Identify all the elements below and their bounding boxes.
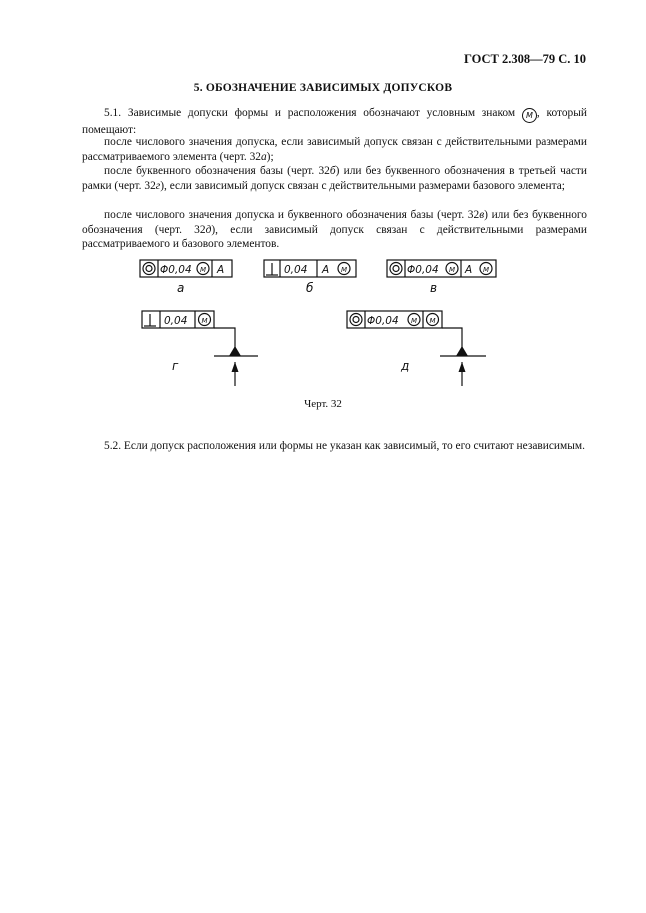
datum-triangle-icon (456, 346, 468, 356)
p51-intro-tail: , который помещают: (82, 107, 587, 136)
document-header: ГОСТ 2.308—79 С. 10 (463, 52, 586, 66)
frame-b-datum: A (322, 264, 330, 276)
m-circle-symbol: M (522, 108, 537, 123)
figure-32 (0, 250, 646, 410)
frame-v-m1: M (449, 266, 456, 274)
paragraph-5-2: 5.2. Если допуск расположения или формы не указан как зависимый, то его считают независимым. (104, 440, 585, 452)
paragraph-item-2 (82, 164, 587, 193)
item3-end: ), если зависимый допуск связан с действительными размерами рассматриваемого и базового элементов. (82, 223, 587, 251)
arrow-up-icon (232, 362, 239, 372)
item2-letter-2: г (155, 179, 161, 192)
frame-g-m: M (201, 317, 208, 325)
frame-a-datum: A (217, 264, 225, 276)
frame-g-label: г (172, 359, 179, 373)
arrow-up-icon (459, 362, 466, 372)
item2-text-b: ) или без буквенного обозначения в третьей части рамки (черт. 32 (82, 165, 588, 192)
frame-v-value: Φ0,04 (407, 264, 439, 276)
paragraph-item-1 (82, 135, 587, 164)
item3-letter-1: в (479, 209, 485, 221)
frame-b-value: 0,04 (284, 264, 308, 276)
frame-b-label: б (306, 281, 314, 295)
frame-a-m: M (200, 266, 207, 274)
frame-d-label: д (401, 359, 410, 373)
item2-end: ), если зависимый допуск связан с действительными размерами базового элемента; (160, 179, 565, 192)
figure-caption: Черт. 32 (304, 398, 342, 410)
frame-v (387, 260, 496, 277)
item3-letter-2: д (205, 223, 212, 236)
frame-g-value: 0,04 (164, 315, 188, 327)
paragraph-item-3 (82, 208, 587, 252)
item1-end: ); (266, 150, 274, 163)
p51-intro: 5.1. Зависимые допуски формы и расположения обозначают условным знаком (104, 107, 516, 119)
section-title: 5. ОБОЗНАЧЕНИЕ ЗАВИСИМЫХ ДОПУСКОВ (193, 82, 453, 94)
frame-d-value: Φ0,04 (367, 315, 399, 327)
datum-triangle-icon (229, 346, 241, 356)
item2-letter-1: б (329, 165, 336, 177)
frame-v-m2: M (483, 266, 490, 274)
item1-letter: а (260, 150, 267, 163)
frame-g (142, 311, 258, 386)
frame-a-label: а (177, 281, 185, 295)
frame-d-m2: M (429, 317, 436, 325)
item3-text-b: ) или без буквенного обозначения (черт. 32 (82, 209, 587, 236)
frame-b-m: M (341, 266, 348, 274)
item2-text-a: после буквенного обозначения базы (черт. 32 (104, 165, 330, 177)
frame-v-label: в (430, 281, 438, 295)
paragraph-5-1 (82, 106, 587, 138)
frame-v-datum: A (465, 264, 473, 276)
item1-text: после числового значения допуска, если зависимый допуск связан с действительными размерами рассматриваемого элемента (черт. 32 (82, 136, 587, 163)
frame-d-m1: M (411, 317, 418, 325)
frame-a-value: Φ0,04 (160, 264, 192, 276)
item3-text-a: после числового значения допуска и буквенного обозначения базы (черт. 32 (104, 209, 480, 221)
